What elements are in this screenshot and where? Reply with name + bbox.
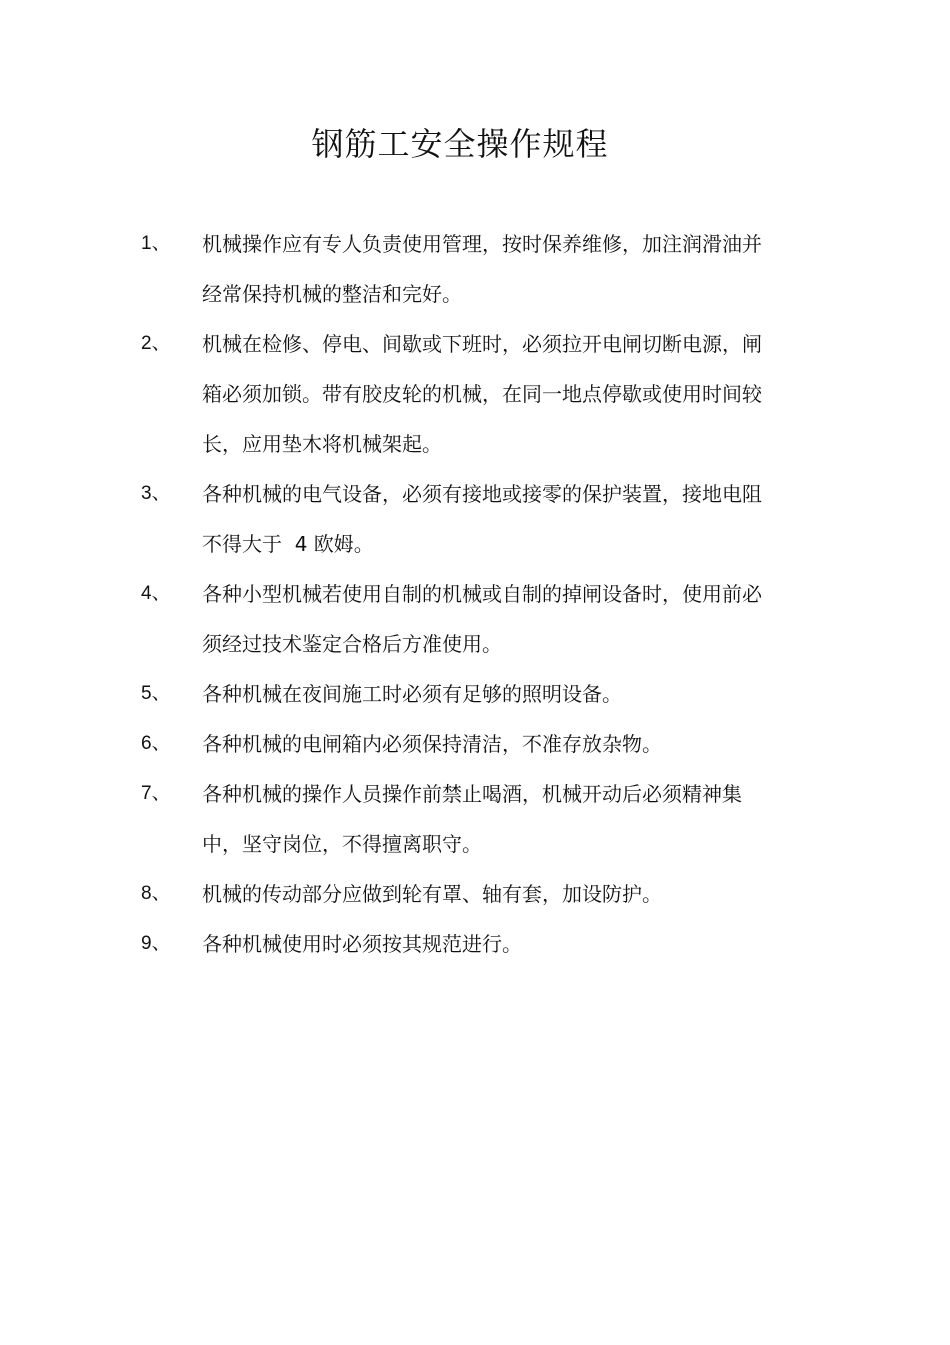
rules-list (141, 219, 771, 969)
rule-number: 5、 (141, 683, 171, 704)
document-title: 钢筋工安全操作规程 (311, 125, 609, 163)
rule-item (141, 869, 771, 919)
rule-number: 4、 (141, 583, 171, 604)
rule-number: 2、 (141, 333, 171, 354)
rule-item (141, 319, 771, 469)
rule-text: 各种机械使用时必须按其规范进行。 (202, 932, 522, 956)
rule-text: 机械在检修、停电、间歇或下班时，必须拉开电闸切断电源，闸箱必须加锁。带有胶皮轮的机械，在同一地点停歇或使用时间较长，应用垫木将机械架起。 (202, 332, 762, 456)
rule-text: 各种小型机械若使用自制的机械或自制的掉闸设备时，使用前必须经过技术鉴定合格后方准使用。 (202, 582, 762, 656)
rule-text: 各种机械的电气设备，必须有接地或接零的保护装置，接地电阻不得大于 4 欧姆。 (202, 482, 762, 556)
rule-number: 7、 (141, 783, 171, 804)
rule-item (141, 769, 771, 869)
rule-number: 8、 (141, 883, 171, 904)
rule-item (141, 719, 771, 769)
rule-item (141, 669, 771, 719)
rule-item (141, 219, 771, 319)
rule-number: 6、 (141, 733, 171, 754)
rule-number: 3、 (141, 483, 171, 504)
rule-text: 各种机械的操作人员操作前禁止喝酒，机械开动后必须精神集中，坚守岗位，不得擅离职守。 (202, 782, 742, 856)
rule-number: 1、 (141, 233, 171, 254)
rule-item (141, 569, 771, 669)
rule-text: 机械操作应有专人负责使用管理，按时保养维修，加注润滑油并经常保持机械的整洁和完好。 (202, 232, 762, 306)
rule-text: 机械的传动部分应做到轮有罩、轴有套，加设防护。 (202, 882, 662, 906)
rule-text: 各种机械的电闸箱内必须保持清洁，不准存放杂物。 (202, 732, 662, 756)
rule-item (141, 469, 771, 569)
rule-text: 各种机械在夜间施工时必须有足够的照明设备。 (202, 682, 622, 706)
rule-number: 9、 (141, 933, 171, 954)
rule-item (141, 919, 771, 969)
